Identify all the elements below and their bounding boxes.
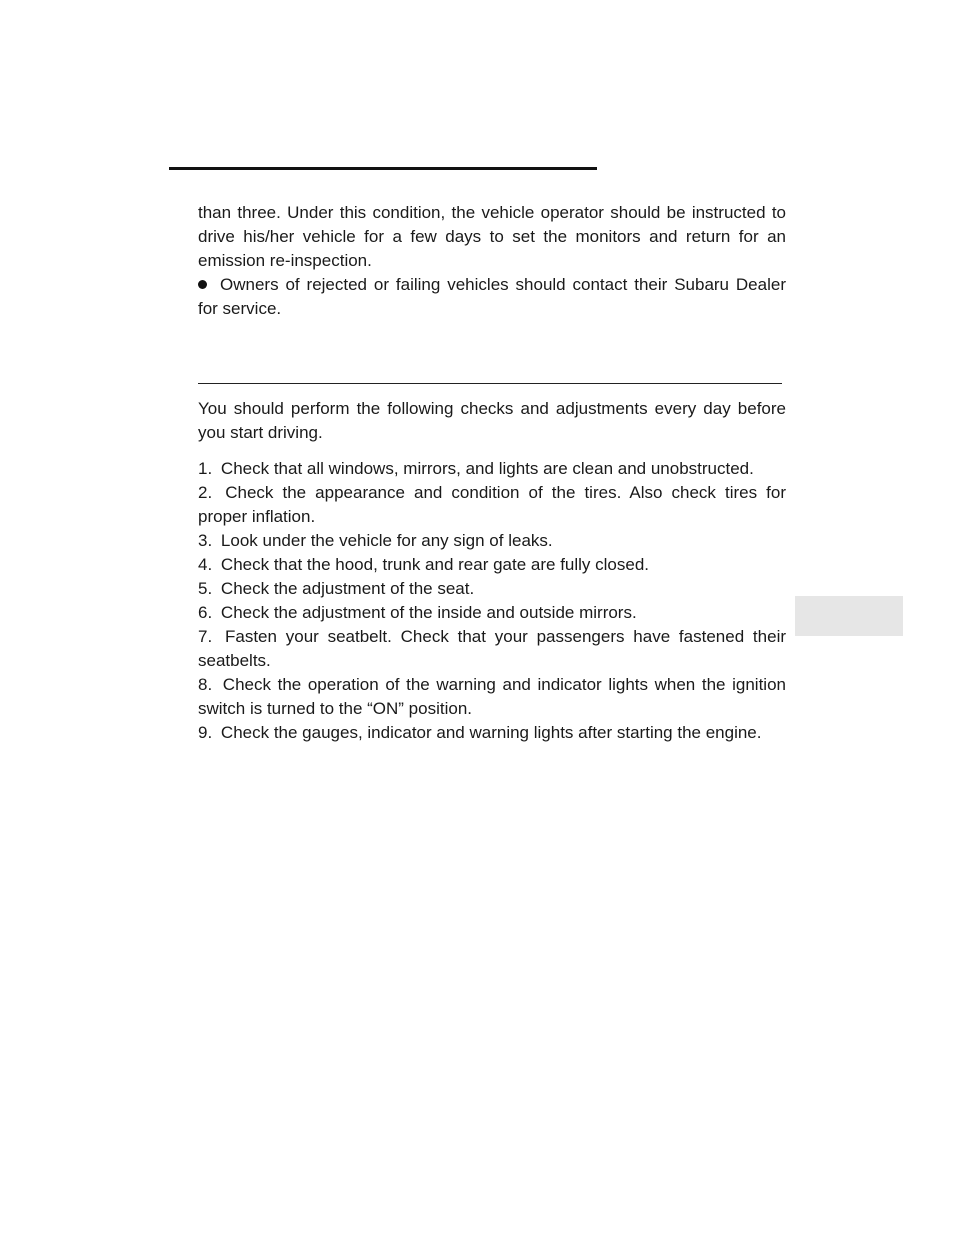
list-item bbox=[198, 721, 786, 745]
list-item-number: 4. bbox=[198, 555, 213, 574]
list-item-text: Check the gauges, indicator and warning lights after starting the engine. bbox=[220, 723, 762, 742]
list-item-text: Check that all windows, mirrors, and lights are clean and unobstructed. bbox=[220, 459, 754, 478]
list-item-number: 6. bbox=[198, 603, 213, 622]
list-item bbox=[198, 601, 786, 625]
intro-paragraph: You should perform the following checks and adjustments every day before you start driving. bbox=[198, 399, 786, 442]
list-item bbox=[198, 481, 786, 529]
list-item-text: Check the adjustment of the inside and outside mirrors. bbox=[220, 603, 637, 622]
bullet-text: Owners of rejected or failing vehicles should contact their Subaru Dealer for service. bbox=[198, 275, 786, 318]
section-divider bbox=[198, 383, 782, 384]
list-item bbox=[198, 553, 786, 577]
bullet-item bbox=[198, 273, 786, 321]
list-item bbox=[198, 673, 786, 721]
daily-checklist bbox=[198, 457, 786, 745]
list-item-number: 9. bbox=[198, 723, 213, 742]
list-item-text: Look under the vehicle for any sign of leaks. bbox=[220, 531, 553, 550]
list-item-text: Check the appearance and condition of the tires. Also check tires for proper inflation. bbox=[198, 483, 786, 526]
list-item bbox=[198, 577, 786, 601]
list-item-text: Check the adjustment of the seat. bbox=[220, 579, 475, 598]
list-item-text: Check the operation of the warning and indicator lights when the ignition switch is turned to the “ON” position. bbox=[198, 675, 786, 718]
continued-section bbox=[198, 201, 786, 321]
bullet-icon bbox=[198, 280, 207, 289]
list-item-number: 5. bbox=[198, 579, 213, 598]
list-item-number: 2. bbox=[198, 483, 213, 502]
list-item-number: 3. bbox=[198, 531, 213, 550]
list-item bbox=[198, 625, 786, 673]
intro-section bbox=[198, 397, 786, 445]
list-item-number: 7. bbox=[198, 627, 213, 646]
list-item-number: 1. bbox=[198, 459, 213, 478]
header-rule bbox=[169, 167, 597, 170]
list-item-text: Check that the hood, trunk and rear gate are fully closed. bbox=[220, 555, 650, 574]
list-item-number: 8. bbox=[198, 675, 213, 694]
continued-paragraph: than three. Under this condition, the vehicle operator should be instructed to drive his/her vehicle for a few days to set the monitors and return for an emission re-inspection. bbox=[198, 203, 786, 270]
list-item bbox=[198, 529, 786, 553]
chapter-tab bbox=[795, 596, 903, 636]
list-item bbox=[198, 457, 786, 481]
list-item-text: Fasten your seatbelt. Check that your passengers have fastened their seatbelts. bbox=[198, 627, 787, 670]
